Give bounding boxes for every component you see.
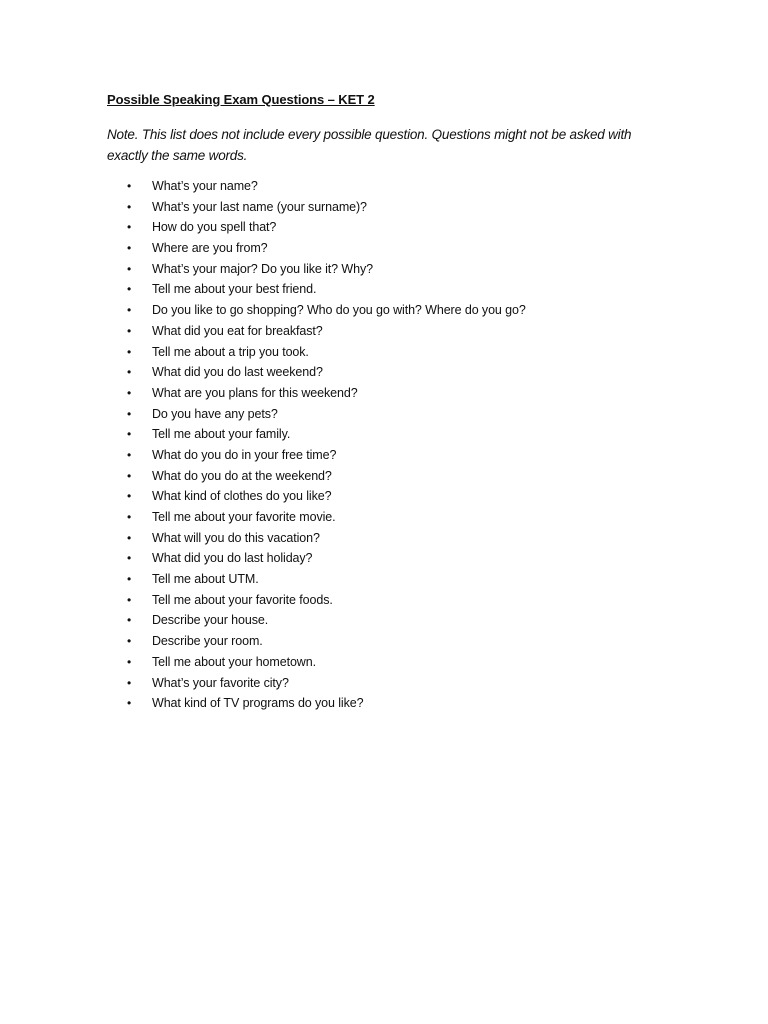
bullet-icon: •: [127, 199, 132, 214]
question-text: What kind of TV programs do you like?: [152, 696, 364, 711]
question-text: What did you do last holiday?: [152, 551, 313, 566]
question-text: Tell me about your family.: [152, 427, 291, 442]
bullet-icon: •: [127, 654, 132, 669]
bullet-icon: •: [127, 303, 132, 318]
bullet-icon: •: [127, 489, 132, 504]
bullet-icon: •: [127, 468, 132, 483]
question-text: What did you eat for breakfast?: [152, 323, 323, 338]
bullet-icon: •: [127, 572, 132, 587]
bullet-icon: •: [127, 447, 132, 462]
bullet-icon: •: [127, 613, 132, 628]
question-text: Do you like to go shopping? Who do you go with? Where do you go?: [152, 303, 526, 318]
bullet-icon: •: [127, 220, 132, 235]
question-text: How do you spell that?: [152, 220, 277, 235]
bullet-icon: •: [127, 634, 132, 649]
question-text: Describe your house.: [152, 613, 269, 628]
question-text: Do you have any pets?: [152, 406, 278, 421]
question-text: What kind of clothes do you like?: [152, 489, 332, 504]
bullet-icon: •: [127, 385, 132, 400]
question-text: What’s your last name (your surname)?: [152, 199, 367, 214]
question-text: Tell me about your favorite movie.: [152, 510, 336, 524]
document-note: Note. This list does not include every possible question. Questions might not be asked with exactly the same words.: [107, 127, 632, 163]
question-text: What do you do in your free time?: [152, 447, 337, 462]
question-text: What will you do this vacation?: [152, 530, 320, 545]
bullet-icon: •: [127, 179, 132, 193]
bullet-icon: •: [127, 406, 132, 421]
question-text: What are you plans for this weekend?: [152, 385, 358, 400]
bullet-icon: •: [127, 241, 132, 256]
question-text: Tell me about your hometown.: [152, 654, 316, 669]
question-text: Tell me about your best friend.: [152, 282, 317, 297]
bullet-icon: •: [127, 344, 132, 359]
question-text: Describe your room.: [152, 634, 263, 649]
bullet-icon: •: [127, 510, 132, 524]
question-text: What did you do last weekend?: [152, 365, 323, 380]
question-text: What’s your favorite city?: [152, 675, 289, 690]
bullet-icon: •: [127, 551, 132, 566]
question-text: Tell me about a trip you took.: [152, 344, 309, 359]
bullet-icon: •: [127, 365, 132, 380]
bullet-icon: •: [127, 323, 132, 338]
bullet-icon: •: [127, 282, 132, 297]
bullet-icon: •: [127, 696, 132, 711]
question-text: What do you do at the weekend?: [152, 468, 332, 483]
question-text: What’s your name?: [152, 179, 258, 193]
question-text: What’s your major? Do you like it? Why?: [152, 261, 373, 276]
question-text: Tell me about UTM.: [152, 572, 259, 587]
bullet-icon: •: [127, 427, 132, 442]
document-title: Possible Speaking Exam Questions – KET 2: [107, 92, 375, 107]
bullet-icon: •: [127, 592, 132, 607]
bullet-icon: •: [127, 261, 132, 276]
question-text: Tell me about your favorite foods.: [152, 592, 333, 607]
bullet-icon: •: [127, 675, 132, 690]
bullet-icon: •: [127, 530, 132, 545]
question-text: Where are you from?: [152, 241, 268, 256]
